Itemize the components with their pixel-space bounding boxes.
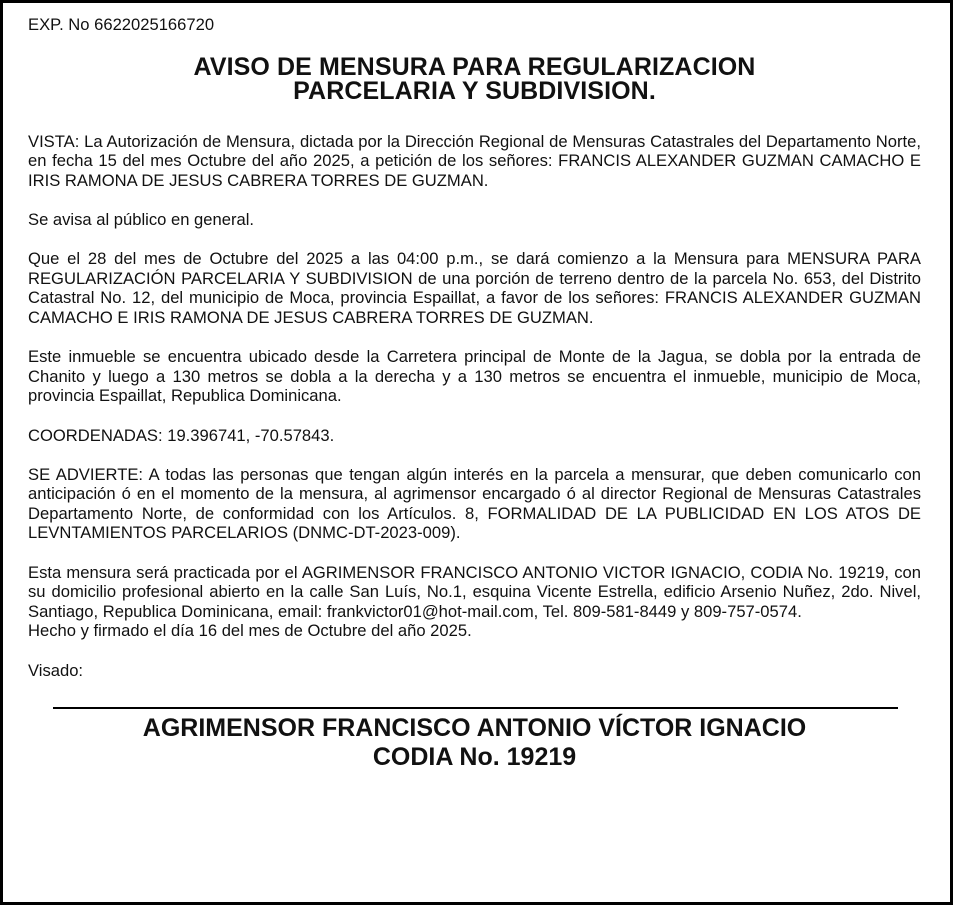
title-line-1: AVISO DE MENSURA PARA REGULARIZACION <box>193 52 756 81</box>
signature-line <box>53 707 898 709</box>
title-line-2: PARCELARIA Y SUBDIVISION. <box>293 77 656 106</box>
signature-codia: CODIA No. 19219 <box>372 743 577 772</box>
paragraph-fecha: Que el 28 del mes de Octubre del 2025 a las 04:00 p.m., se dará comienzo a la Mensura para MENSURA PARA REGULARIZACIÓN PARCELARIA Y SUBDIVISION de una porción de terreno dentro de la parcela No. 653, del Distrito Catastral No. 12, del municipio de Moca, provincia Espaillat, a favor de los señores: FRANCIS ALEXANDER GUZMAN CAMACHO E IRIS RAMONA DE JESUS CABRERA TORRES DE GUZMAN. <box>28 249 921 327</box>
visado-label: Visado: <box>28 660 84 680</box>
notice-title <box>28 52 921 106</box>
paragraph-vista: VISTA: La Autorización de Mensura, dictada por la Dirección Regional de Mensuras Catastrales del Departamento Norte, en fecha 15 del mes Octubre del año 2025, a petición de los señores: FRANCIS ALEXANDER GUZMAN CAMACHO E IRIS RAMONA DE JESUS CABRERA TORRES DE GUZMAN. <box>28 131 921 190</box>
paragraph-ubicacion: Este inmueble se encuentra ubicado desde la Carretera principal de Monte de la Jagua, se dobla por la entrada de Chanito y luego a 130 metros se dobla a la derecha y a 130 metros se encuentra el inmueble, municipio de Moca, provincia Espaillat, Republica Dominicana. <box>28 347 921 406</box>
paragraph-advierte: SE ADVIERTE: A todas las personas que tengan algún interés en la parcela a mensurar, que deben comunicarlo con anticipación ó en el momento de la mensura, al agrimensor encargado ó al director Regional de Mensuras Catastrales Departamento Norte, de conformidad con los Artículos. 8, FORMALIDAD DE LA PUBLICIDAD EN LOS ATOS DE LEVNTAMIENTOS PARCELARIOS (DNMC-DT-2023-009). <box>28 464 921 543</box>
paragraph-coordenadas: COORDENADAS: 19.396741, -70.57843. <box>28 425 335 445</box>
signature-name: AGRIMENSOR FRANCISCO ANTONIO VÍCTOR IGNACIO <box>142 714 807 743</box>
signature-block <box>28 714 921 772</box>
paragraph-agrimensor: Esta mensura será practicada por el AGRIMENSOR FRANCISCO ANTONIO VICTOR IGNACIO, CODIA No. 19219, con su domicilio profesional abierto en la calle San Luís, No.1, esquina Vicente Estrella, edificio Arsenio Nuñez, 2do. Nivel, Santiago, Republica Dominicana, email: frankvictor01@hot-mail.com, Tel. 809-581-8449 y 809-757-0574. <box>28 562 921 621</box>
expediente-number: EXP. No 6622025166720 <box>28 15 215 34</box>
paragraph-aviso: Se avisa al público en general. <box>28 209 255 229</box>
paragraph-hecho: Hecho y firmado el día 16 del mes de Octubre del año 2025. <box>28 621 472 641</box>
